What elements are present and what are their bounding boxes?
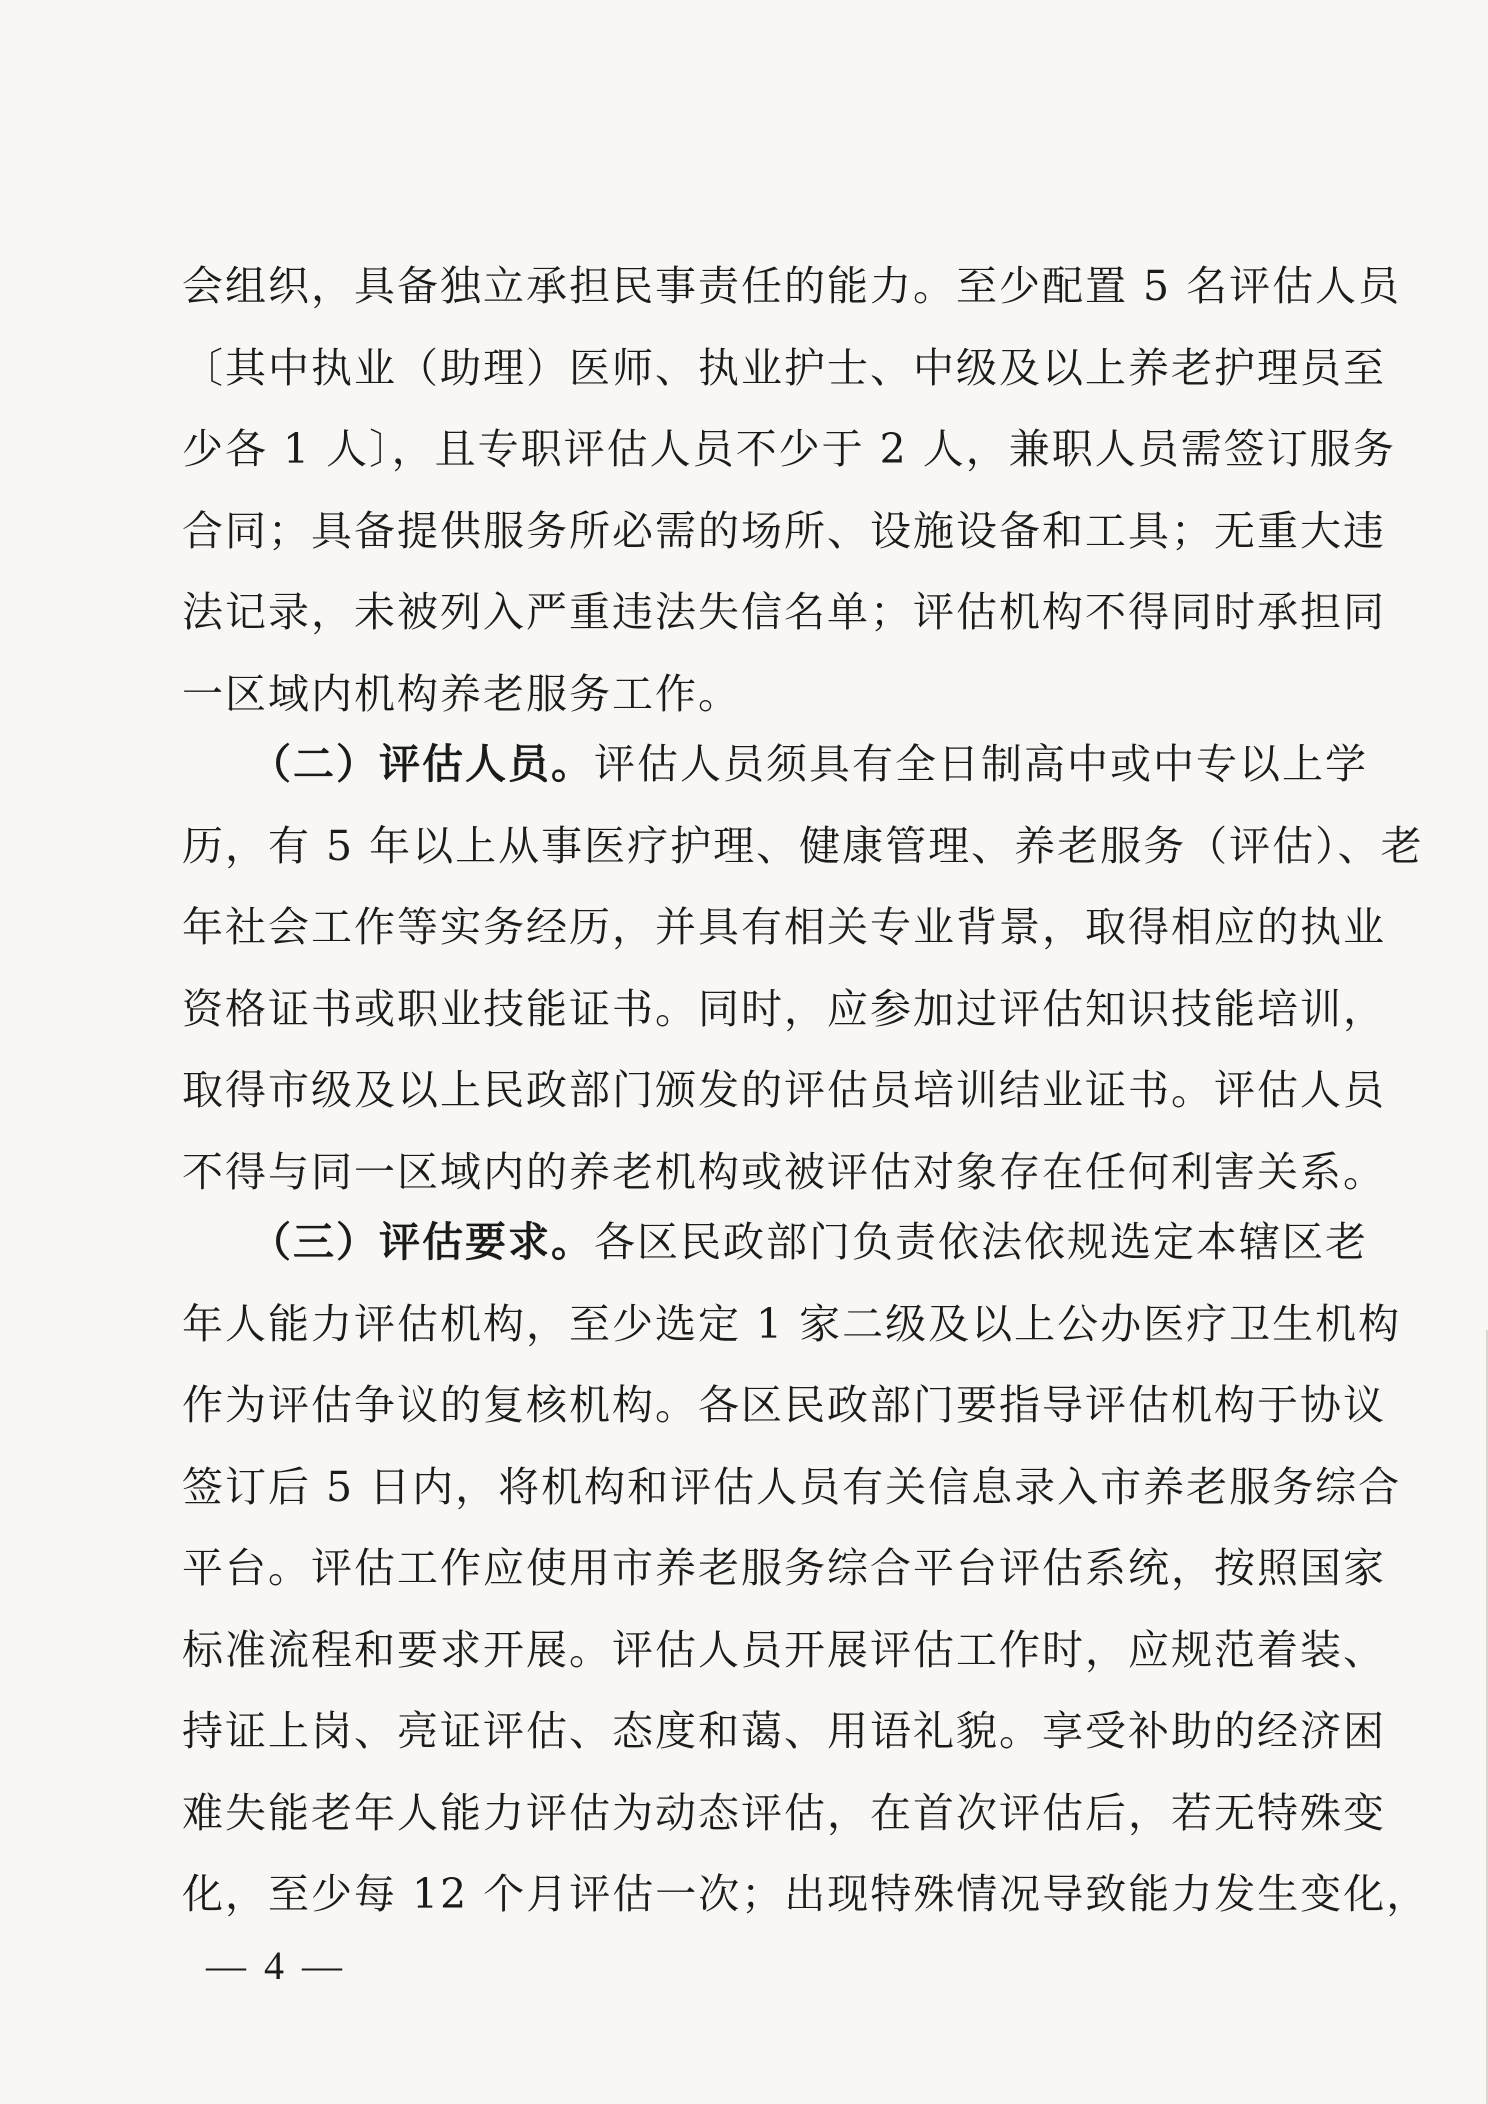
text-line: 取得市级及以上民政部门颁发的评估员培训结业证书。评估人员: [182, 1066, 1386, 1114]
section-heading-personnel: （二）评估人员。: [250, 740, 594, 788]
text-segment: 各区民政部门负责依法依规选定本辖区老: [594, 1218, 1368, 1266]
text-line: 法记录，未被列入严重违法失信名单；评估机构不得同时承担同: [182, 588, 1386, 636]
text-line: 标准流程和要求开展。评估人员开展评估工作时，应规范着装、: [182, 1625, 1386, 1674]
page-number: — 4 —: [206, 1943, 346, 1988]
text-line: 一区域内机构养老服务工作。: [182, 669, 741, 718]
text-line: 难失能老年人能力评估为动态评估，在首次评估后，若无特殊变: [182, 1788, 1386, 1837]
paragraph-evaluation-institution-continued: [182, 246, 1402, 735]
text-line: 作为评估争议的复核机构。各区民政部门要指导评估机构于协议: [182, 1381, 1386, 1429]
text-line: 化，至少每 12 个月评估一次；出现特殊情况导致能力发生变化，: [182, 1870, 1430, 1918]
text-line: 资格证书或职业技能证书。同时，应参加过评估知识技能培训，: [182, 984, 1386, 1033]
text-line: 〔其中执业（助理）医师、执业护士、中级及以上养老护理员至: [182, 343, 1386, 392]
text-line: 不得与同一区域内的养老机构或被评估对象存在任何利害关系。: [182, 1147, 1386, 1196]
text-line: 持证上岗、亮证评估、态度和蔼、用语礼貌。享受补助的经济困: [182, 1707, 1386, 1755]
text-line: 少各 1 人〕，且专职评估人员不少于 2 人，兼职人员需签订服务: [182, 425, 1396, 473]
text-line: 年人能力评估机构，至少选定 1 家二级及以上公办医疗卫生机构: [182, 1299, 1402, 1348]
section-heading-requirements: （三）评估要求。: [250, 1218, 594, 1266]
text-line: 平台。评估工作应使用市养老服务综合平台评估系统，按照国家: [182, 1544, 1386, 1592]
paragraph-evaluation-requirements: [182, 1202, 1430, 1936]
text-line: [182, 1202, 1368, 1284]
text-line: 年社会工作等实务经历，并具有相关专业背景，取得相应的执业: [182, 903, 1386, 951]
text-line: 合同；具备提供服务所必需的场所、设施设备和工具；无重大违: [182, 506, 1386, 555]
text-line: [182, 724, 1368, 806]
text-line: 会组织，具备独立承担民事责任的能力。至少配置 5 名评估人员: [182, 262, 1402, 310]
paragraph-evaluation-personnel: [182, 724, 1424, 1213]
text-line: 历，有 5 年以上从事医疗护理、健康管理、养老服务（评估）、老: [182, 821, 1424, 870]
text-segment: 评估人员须具有全日制高中或中专以上学: [594, 740, 1368, 788]
text-line: 签订后 5 日内，将机构和评估人员有关信息录入市养老服务综合: [182, 1462, 1402, 1511]
